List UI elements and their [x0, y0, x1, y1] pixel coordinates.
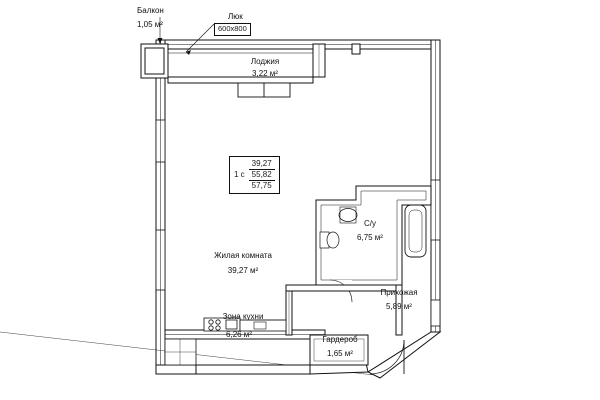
stats-area-total: 57,75 — [251, 181, 272, 190]
balcony-label: Балкон — [137, 6, 164, 15]
room-living-area: 39,27 м² — [227, 266, 259, 275]
stats-areas — [249, 159, 275, 191]
stats-area-total-no-balcony: 55,82 — [249, 170, 275, 181]
room-hallway-area: 5,89 м² — [386, 302, 412, 311]
stats-rooms: 1 с — [234, 170, 245, 179]
room-loggia-area: 3,22 м² — [252, 69, 278, 78]
room-wardrobe-name: Гардероб — [322, 335, 358, 344]
room-wardrobe-area: 1,65 м² — [327, 349, 353, 358]
room-kitchen-name: Зона кухни — [222, 312, 264, 321]
apartment-stats-box — [229, 156, 280, 194]
room-bathroom-name: С/у — [364, 219, 376, 228]
room-loggia-name: Лоджия — [250, 57, 280, 66]
room-hallway-name: Прихожая — [380, 288, 418, 297]
room-bathroom-area: 6,75 м² — [357, 233, 383, 242]
hatch-size-box: 600x800 — [214, 23, 251, 36]
hatch-label: Люк — [228, 12, 243, 21]
stats-area-living: 39,27 — [249, 159, 275, 170]
room-living-name: Жилая комната — [214, 251, 272, 260]
room-kitchen-area: 6,26 м² — [226, 330, 252, 339]
balcony-area: 1,05 м² — [137, 20, 163, 29]
